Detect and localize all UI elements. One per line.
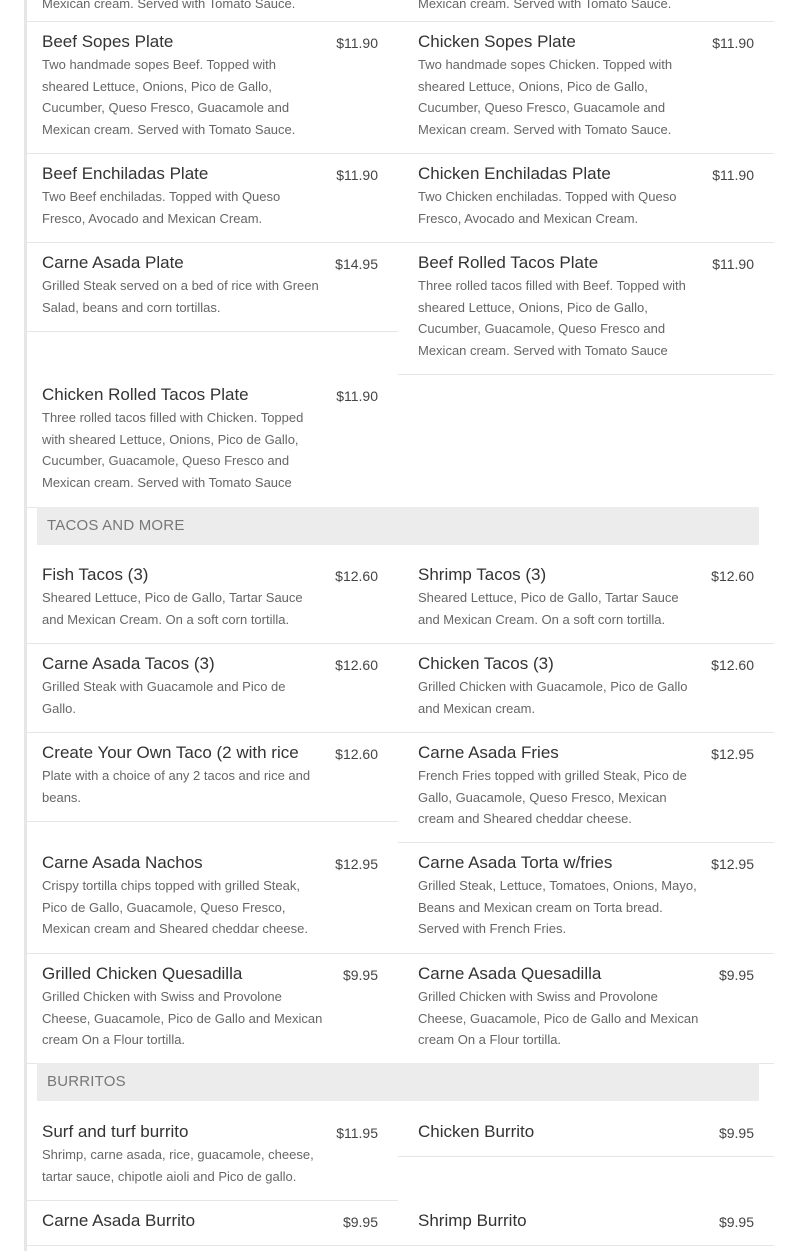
- item-price: $11.90: [712, 35, 754, 51]
- item-description: Two Chicken enchiladas. Topped with Queso Fresco, Avocado and Mexican Cream.: [418, 189, 677, 226]
- divider: [27, 331, 398, 332]
- divider: [27, 1200, 398, 1201]
- item-description: Three rolled tacos filled with Chicken. Topped with sheared Lettuce, Onions, Pico de Gallo, Cucumber, Guacamole, Queso Fresco and Mexican cream. Served with Tomato Sauce: [42, 410, 304, 490]
- section-header-tacos: [37, 507, 759, 545]
- item-name: Chicken Rolled Tacos Plate: [42, 385, 249, 404]
- item-name: Beef Rolled Tacos Plate: [418, 253, 599, 272]
- item-price: $9.95: [718, 1125, 754, 1141]
- item-price: $9.95: [718, 967, 754, 983]
- item-description: French Fries topped with grilled Steak, Pico de Gallo, Guacamole, Queso Fresco, Mexican cream and Sheared cheddar cheese.: [418, 768, 687, 826]
- divider: [27, 153, 774, 154]
- item-description: Two handmade sopes Chicken. Topped with sheared Lettuce, Onions, Pico de Gallo, Cucumber, Queso Fresco, Guacamole and Mexican cream. Served with Tomato Sauce.: [418, 57, 673, 137]
- item-price: $12.60: [711, 568, 754, 584]
- divider: [27, 242, 774, 243]
- item-price: $9.95: [342, 1214, 378, 1230]
- item-price: $14.95: [335, 256, 378, 272]
- item-description: Two handmade sopes Beef. Topped with sheared Lettuce, Onions, Pico de Gallo, Cucumber, Queso Fresco, Guacamole and Mexican cream. Served with Tomato Sauce.: [42, 57, 296, 137]
- item-price: $9.95: [342, 967, 378, 983]
- item-price: $12.60: [335, 657, 378, 673]
- item-price: $11.90: [336, 35, 378, 51]
- item-description: Sheared Lettuce, Pico de Gallo, Tartar Sauce and Mexican Cream. On a soft corn tortilla.: [418, 590, 679, 627]
- partial-description-left: Mexican cream. Served with Tomato Sauce.: [42, 0, 296, 11]
- item-description: Crispy tortilla chips topped with grilled Steak, Pico de Gallo, Guacamole, Queso Fresco, Mexican cream and Sheared cheddar cheese.: [42, 878, 308, 936]
- item-price: $12.60: [335, 746, 378, 762]
- item-name: Surf and turf burrito: [42, 1122, 189, 1141]
- item-price: $12.60: [711, 657, 754, 673]
- item-name: Carne Asada Tacos (3): [42, 654, 215, 673]
- item-description: Grilled Chicken with Swiss and Provolone Cheese, Guacamole, Pico de Gallo and Mexican cream On a Flour tortilla.: [42, 989, 323, 1047]
- section-title: TACOS AND MORE: [47, 517, 185, 534]
- divider: [27, 953, 774, 954]
- divider: [398, 1156, 774, 1157]
- item-name: Carne Asada Torta w/fries: [418, 853, 613, 872]
- item-name: Create Your Own Taco (2 with rice: [42, 743, 299, 762]
- item-price: $11.90: [336, 167, 378, 183]
- section-header-burritos: [37, 1063, 759, 1101]
- section-title: BURRITOS: [47, 1073, 126, 1090]
- item-description: Plate with a choice of any 2 tacos and rice and beans.: [42, 768, 311, 805]
- item-price: $12.95: [335, 856, 378, 872]
- item-price: $9.95: [718, 1214, 754, 1230]
- item-price: $11.90: [712, 256, 754, 272]
- item-name: Shrimp Tacos (3): [418, 565, 547, 584]
- item-name: Shrimp Burrito: [418, 1211, 527, 1230]
- item-name: Chicken Sopes Plate: [418, 32, 576, 51]
- item-name: Carne Asada Fries: [418, 743, 559, 762]
- item-price: $12.60: [335, 568, 378, 584]
- item-price: $12.95: [711, 746, 754, 762]
- divider: [27, 643, 774, 644]
- divider: [27, 732, 774, 733]
- item-description: Sheared Lettuce, Pico de Gallo, Tartar Sauce and Mexican Cream. On a soft corn tortilla.: [42, 590, 303, 627]
- item-description: Grilled Steak with Guacamole and Pico de Gallo.: [42, 679, 286, 716]
- item-name: Carne Asada Plate: [42, 253, 184, 272]
- item-description: Three rolled tacos filled with Beef. Topped with sheared Lettuce, Onions, Pico de Gallo, Cucumber, Guacamole, Queso Fresco and Mexican cream. Served with Tomato Sauce: [418, 278, 686, 358]
- divider: [27, 1245, 774, 1246]
- divider: [27, 21, 398, 22]
- item-description: Grilled Steak served on a bed of rice with Green Salad, beans and corn tortillas.: [42, 278, 319, 315]
- divider: [398, 842, 774, 843]
- item-name: Chicken Tacos (3): [418, 654, 554, 673]
- item-description: Grilled Chicken with Swiss and Provolone Cheese, Guacamole, Pico de Gallo and Mexican cream On a Flour tortilla.: [418, 989, 699, 1047]
- divider: [27, 821, 398, 822]
- item-description: Grilled Steak, Lettuce, Tomatoes, Onions, Mayo, Beans and Mexican cream on Torta bread. Served with French Fries.: [418, 878, 697, 936]
- item-name: Carne Asada Burrito: [42, 1211, 196, 1230]
- item-price: $11.90: [336, 388, 378, 404]
- item-description: Two Beef enchiladas. Topped with Queso Fresco, Avocado and Mexican Cream.: [42, 189, 281, 226]
- item-description: Grilled Chicken with Guacamole, Pico de Gallo and Mexican cream.: [418, 679, 688, 716]
- item-name: Grilled Chicken Quesadilla: [42, 964, 243, 983]
- item-name: Beef Sopes Plate: [42, 32, 174, 51]
- item-name: Chicken Burrito: [418, 1122, 535, 1141]
- item-price: $12.95: [711, 856, 754, 872]
- divider: [398, 21, 774, 22]
- item-name: Beef Enchiladas Plate: [42, 164, 209, 183]
- divider: [398, 374, 774, 375]
- item-price: $11.90: [712, 167, 754, 183]
- partial-description-right: Mexican cream. Served with Tomato Sauce.: [418, 0, 672, 11]
- item-name: Chicken Enchiladas Plate: [418, 164, 611, 183]
- item-name: Carne Asada Nachos: [42, 853, 203, 872]
- item-description: Shrimp, carne asada, rice, guacamole, cheese, tartar sauce, chipotle aioli and Pico de gallo.: [42, 1147, 314, 1184]
- item-price: $11.95: [336, 1125, 378, 1141]
- item-name: Fish Tacos (3): [42, 565, 149, 584]
- item-name: Carne Asada Quesadilla: [418, 964, 602, 983]
